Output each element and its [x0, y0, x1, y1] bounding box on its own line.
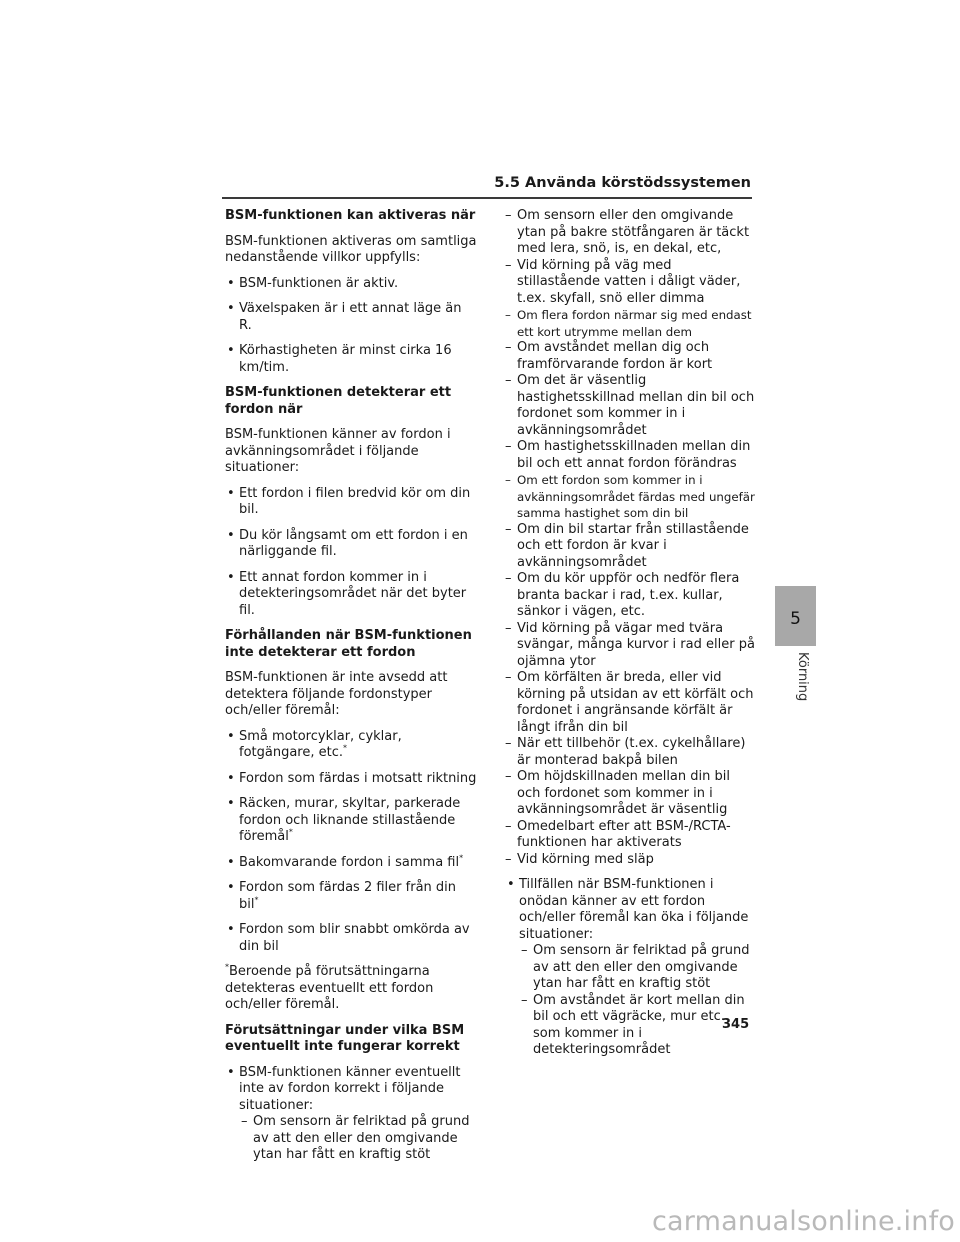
sub-list-item: – Om flera fordon närmar sig med endast ett kort utrymme mellan dem: [505, 307, 755, 340]
sub-list-item: – Om du kör uppför och nedför flera branta backar i rad, t.ex. kullar, sänkor i vägen, etc.: [505, 571, 755, 621]
sub-list-item: – Vid körning med släp: [505, 852, 755, 869]
list-item: • Räcken, murar, skyltar, parkerade fordon och liknande stillastående föremål*: [225, 796, 477, 846]
sub-list-item: – Vid körning på vägar med tvära svängar, många kurvor i rad eller på ojämna ytor: [505, 621, 755, 671]
list-item: • Du kör långsamt om ett fordon i en närliggande fil.: [225, 528, 477, 561]
footnote-marker: *: [459, 853, 464, 863]
sub-list-item: – Om sensorn är felriktad på grund av att den eller den omgivande ytan har fått en kraftig stöt: [225, 1114, 477, 1164]
section-header-title: 5.5 Använda körstödssystemen: [494, 175, 751, 191]
sub-list-item: – Om det är väsentlig hastighetsskillnad mellan din bil och fordonet som kommer in i avkänningsområdet: [505, 373, 755, 439]
paragraph-activation: BSM-funktionen aktiveras om samtliga nedanstående villkor uppfylls:: [225, 233, 477, 265]
sub-list-item: – Om ett fordon som kommer in i avkänningsområdet färdas med ungefär samma hastighet som din bil: [505, 472, 755, 522]
sub-list-item: – Omedelbart efter att BSM-/RCTA-funktionen har aktiverats: [505, 819, 755, 852]
chapter-label: Körning: [795, 652, 810, 702]
sub-list-item: – Om körfälten är breda, eller vid körning på utsidan av ett körfält och fordonet i angränsande körfält är långt ifrån din bil: [505, 670, 755, 736]
right-column: [505, 208, 755, 1059]
list-item: • Växelspaken är i ett annat läge än R.: [225, 301, 477, 334]
sub-list-item: – Om avståndet är kort mellan din bil och ett vägräcke, mur etc. som kommer in i detekteringsområdet: [505, 993, 755, 1059]
sub-list-item: – Om avståndet mellan dig och framförvarande fordon är kort: [505, 340, 755, 373]
footnote-marker: *: [254, 895, 259, 905]
list-item: • Ett fordon i filen bredvid kör om din bil.: [225, 486, 477, 519]
sub-list-item: – Om hastighetsskillnaden mellan din bil och ett annat fordon förändras: [505, 439, 755, 472]
heading-malfunction: Förutsättningar under vilka BSM eventuellt inte fungerar korrekt: [225, 1022, 465, 1054]
paragraph-no-detection: BSM-funktionen är inte avsedd att detektera följande fordonstyper och/eller föremål:: [225, 670, 448, 718]
sub-list-item: – Om höjdskillnaden mellan din bil och fordonet som kommer in i avkänningsområdet är väsentlig: [505, 769, 755, 819]
left-column: [225, 208, 477, 1164]
list-item: • Fordon som blir snabbt omkörda av din bil: [225, 922, 477, 955]
sub-list-item: – Vid körning på väg med stillastående vatten i dåligt väder, t.ex. skyfall, snö eller dimma: [505, 258, 755, 308]
list-item: • Ett annat fordon kommer in i detekteringsområdet när det byter fil.: [225, 570, 477, 620]
list-item: • BSM-funktionen är aktiv.: [225, 276, 477, 293]
sub-list-item: – Om din bil startar från stillastående och ett fordon är kvar i avkänningsområdet: [505, 522, 755, 572]
list-item: • Körhastigheten är minst cirka 16 km/tim.: [225, 343, 477, 376]
sub-list-item: – Om sensorn eller den omgivande ytan på bakre stötfångaren är täckt med lera, snö, is, en dekal, etc,: [505, 208, 755, 258]
list-item: • Tillfällen när BSM-funktionen i onödan känner av ett fordon och/eller föremål kan öka i följande situationer:: [505, 877, 755, 943]
heading-activation: BSM-funktionen kan aktiveras när: [225, 208, 476, 223]
list-item: • Bakomvarande fordon i samma fil*: [225, 855, 477, 872]
heading-no-detection: Förhållanden när BSM-funktionen inte detekterar ett fordon: [225, 628, 472, 660]
footnote-marker: *: [288, 827, 293, 837]
list-item: • Små motorcyklar, cyklar, fotgängare, etc.*: [225, 729, 477, 762]
page-number: 345: [722, 1017, 750, 1032]
watermark: carmanualsonline.info: [652, 1206, 955, 1237]
chapter-tab: [775, 586, 816, 646]
header-rule: [222, 197, 752, 199]
paragraph-detection: BSM-funktionen känner av fordon i avkänningsområdet i följande situationer:: [225, 427, 451, 475]
footnote-marker: *: [225, 962, 229, 972]
sub-list-item: – När ett tillbehör (t.ex. cykelhållare) är monterad bakpå bilen: [505, 736, 755, 769]
chapter-number: 5: [790, 609, 801, 629]
footnote: *Beroende på förutsättningarna detekteras eventuellt ett fordon och/eller föremål.: [225, 962, 434, 1012]
list-item: • BSM-funktionen känner eventuellt inte av fordon korrekt i följande situationer:: [225, 1065, 477, 1115]
list-item: • Fordon som färdas 2 filer från din bil*: [225, 880, 477, 913]
list-item: • Fordon som färdas i motsatt riktning: [225, 771, 477, 788]
sub-list-item: – Om sensorn är felriktad på grund av att den eller den omgivande ytan har fått en kraftig stöt: [505, 943, 755, 993]
heading-detection: BSM-funktionen detekterar ett fordon när: [225, 385, 452, 417]
footnote-marker: *: [343, 743, 347, 753]
